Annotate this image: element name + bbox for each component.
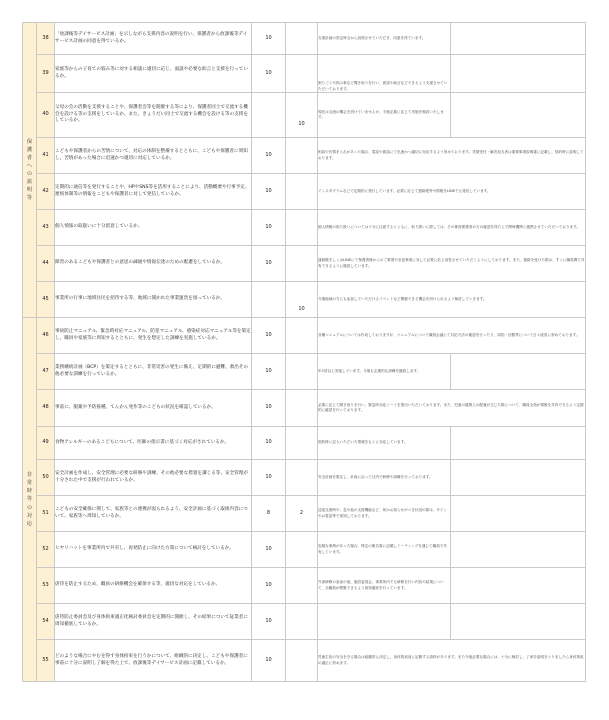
blank-cell [451, 23, 586, 55]
count-yes: 10 [252, 318, 286, 354]
table-row [23, 138, 586, 174]
row-number: 40 [37, 93, 55, 138]
count-yes: 10 [252, 174, 286, 210]
count-no [286, 604, 318, 640]
count-yes: 10 [252, 568, 286, 604]
facility-comment: 外部研修の参加の他、施設委員会、事業所内でも研修を行い内容や結果について、全職員が閲覧できるよう周知徹底を行っています。 [318, 568, 451, 604]
table-row [23, 354, 586, 390]
question-text: 定期的に通信等を発行することや、HPやSNS等を活用することにより、活動概要や行事予定、連絡体制等の情報をこどもや保護者に対して発信しているか。 [55, 174, 252, 210]
facility-comment: インスタグラムなどで定期的に発行しています。必要に応じて連絡帳等や情報をLINEでも発信しています。 [318, 174, 586, 210]
facility-comment: 必要に応じて聞き取りを行い、緊急時対応シートを提出いただいております。また、児童の健康上の配慮が生じた際について、職員全員が情報を共有できるよう定期的に確認を行っております。 [318, 390, 586, 427]
row-number: 53 [37, 568, 55, 604]
count-no [286, 354, 318, 390]
question-text: 事業所の行事に地域住民を招待する等、地域に開かれた事業運営を図っているか。 [55, 282, 252, 318]
table-row [23, 210, 586, 246]
row-number: 55 [37, 640, 55, 682]
count-no [286, 174, 318, 210]
table-row [23, 460, 586, 496]
question-text: どのような場合にやむを得ず身体拘束を行うかについて、組織的に決定し、こどもや保護者に事前に十分に説明し了解を得た上で、放課後等デイサービス計画に記載しているか。 [55, 640, 252, 682]
question-text: ヒヤリハットを事業所内で共有し、再発防止に向けた方策について検討をしているか。 [55, 532, 252, 568]
count-no [286, 390, 318, 427]
table-row [23, 55, 586, 93]
facility-comment: 困りごとや悩み事など聞き取りを行い、面談や助言などできるよう支援させていただいております。 [318, 55, 451, 93]
question-text: こどもの安全確保に関して、家族等との連携が図られるよう、安全計画に基づく取組内容について、家族等へ周知しているか。 [55, 496, 252, 532]
count-yes: 10 [252, 55, 286, 93]
count-no: 2 [286, 496, 318, 532]
question-text: 事故防止マニュアル、緊急時対応マニュアル、防犯マニュアル、感染症対応マニュアル等を策定し、職員や家族等に周知するとともに、発生を想定した訓練を実施しているか。 [55, 318, 252, 354]
table-row [23, 427, 586, 460]
question-text: 虐待防止委員会及び身体拘束適正化検討委員会を定期的に開催し、その結果について従業者に周知徹底しているか。 [55, 604, 252, 640]
facility-comment: 危険な事例があった場合、特定の報告書に記載しミーティングを通じて職員で共有しています。 [318, 532, 451, 568]
blank-cell [451, 460, 586, 496]
question-text: 事前に、服薬や予防接種、てんかん発作等のこどもの状況を確認しているか。 [55, 390, 252, 427]
count-no [286, 246, 318, 282]
facility-comment: 支援計画の設定時点から説明させていただき、同意を得ています。 [318, 23, 451, 55]
category-cell-emergency-response: 非常時等の対応 [23, 318, 37, 682]
question-text: 安全計画を作成し、安全管理に必要な研修や訓練、その他必要な措置を講じる等、安全管理が十分された中で支援が行われているか。 [55, 460, 252, 496]
count-no [286, 532, 318, 568]
question-text: こどもや保護者からの苦情について、対応の体制を整備するとともに、こどもや保護者に周知し、苦情があった場合に迅速かつ適切に対応しているか。 [55, 138, 252, 174]
table-row [23, 23, 586, 55]
facility-comment: 各種マニュアルについては作成しておりますが、マニュアルについて職員会議にて対応方法の確認を行ったり、周知・回覧等について日々改善に努めております。 [318, 318, 586, 354]
table-row [23, 640, 586, 682]
blank-cell [451, 532, 586, 568]
count-no [286, 138, 318, 174]
blank-cell [451, 427, 586, 460]
count-yes [252, 282, 286, 318]
facility-comment [318, 604, 451, 640]
blank-cell [451, 496, 586, 532]
row-number: 51 [37, 496, 55, 532]
facility-comment: 現在は交流の機会を設けていませんが、今後必要に応じて実施を検討いたします。 [318, 93, 451, 138]
table-row [23, 604, 586, 640]
count-no [286, 23, 318, 55]
count-no [286, 640, 318, 682]
table-row [23, 568, 586, 604]
count-yes: 10 [252, 604, 286, 640]
row-number: 52 [37, 532, 55, 568]
count-no [286, 210, 318, 246]
evaluation-table [22, 22, 586, 682]
row-number: 49 [37, 427, 55, 460]
row-number: 48 [37, 390, 55, 427]
count-no: 10 [286, 282, 318, 318]
row-number: 39 [37, 55, 55, 93]
facility-comment: 個人情報の取り扱いについては十分に注意するとともに、取り扱いに際しては、その都度保護者の方の確認を得た上で関係機関と連携させていただいております。 [318, 210, 586, 246]
question-text: 業務継続計画（BCP）を策定するとともに、非常災害の発生に備え、定期的に避難、救出その他必要な訓練を行っているか。 [55, 354, 252, 390]
row-number: 44 [37, 246, 55, 282]
count-yes: 10 [252, 532, 286, 568]
question-text: 食物アレルギーのあるこどもについて、医師の指示書に基づく対応がされているか。 [55, 427, 252, 460]
category-cell-guardian-explanation: 保護者への説明等 [23, 23, 37, 318]
row-number: 45 [37, 282, 55, 318]
table-row [23, 174, 586, 210]
row-number: 43 [37, 210, 55, 246]
count-no [286, 318, 318, 354]
table-row [23, 246, 586, 282]
table-row [23, 496, 586, 532]
count-no [286, 460, 318, 496]
row-number: 50 [37, 460, 55, 496]
blank-cell [451, 568, 586, 604]
facility-comment: 児童生徒の安全を守る場合は組織的に決定し、身体拘束前に記載する資料があります。また今後必要な場合には、十分に検討し、了承を説明をとりましたら身体拘束の適正に努めます。 [318, 640, 586, 682]
table-row [23, 282, 586, 318]
row-number: 54 [37, 604, 55, 640]
facility-comment: 相談や苦情を入れがあった場合、電話や面談にて迅速かつ適切に対応するよう努めております。苦情受付・解決担当者は重要事項説明書に記載し、契約時に説明しております。 [318, 138, 586, 174]
facility-comment: 契約時に記入いただいた情報をもとに対応しています。 [318, 427, 451, 460]
facility-comment: 送迎支援時や、急や他の支援機能など、何かお知らせがべき状況の際は、サインやお電話等で周知しております。 [318, 496, 451, 532]
table-row [23, 318, 586, 354]
count-no: 10 [286, 93, 318, 138]
facility-comment: 今後地域の方にも参加していただけるイベントなど開催できる機会を設けられるよう検討していきます。 [318, 282, 586, 318]
count-yes: 10 [252, 354, 286, 390]
count-yes: 10 [252, 138, 286, 174]
row-number: 41 [37, 138, 55, 174]
question-text: 虐待を防止するため、職員の研修機会を確保する等、適切な対応をしているか。 [55, 568, 252, 604]
table-row [23, 93, 586, 138]
row-number: 47 [37, 354, 55, 390]
blank-cell [451, 354, 586, 390]
question-text: 「放課後等デイサービス計画」を示しながら支援内容の説明を行い、保護者から放課後等デイサービス計画の同意を得ているか。 [55, 23, 252, 55]
count-no [286, 55, 318, 93]
row-number: 38 [37, 23, 55, 55]
row-number: 42 [37, 174, 55, 210]
blank-cell [451, 604, 586, 640]
count-yes: 10 [252, 246, 286, 282]
count-no [286, 568, 318, 604]
question-text: 障害のあるこどもや保護者との意思の疎通や情報伝達のための配慮をしているか。 [55, 246, 252, 282]
blank-cell [451, 93, 586, 138]
facility-comment: 安全計画を策定し、計画に沿って社内で研修や訓練を行っております。 [318, 460, 451, 496]
question-text: 家族等からの子育ての悩み等に対する相談に適切に応じ、面談や必要な助言と支援を行っているか。 [55, 55, 252, 93]
count-yes: 8 [252, 496, 286, 532]
facility-comment: 連絡帳をしくはLINEにて保護者様からのご要望や変更事項に対して必要に応じ返答させていただくようにしております。また、連絡を受けた際は、すぐに職員間で共有できるように徹底しています。 [318, 246, 586, 282]
table-row [23, 532, 586, 568]
count-yes: 10 [252, 427, 286, 460]
facility-comment: 年2回以上実施しています。今後も定期的な訓練を継続します。 [318, 354, 451, 390]
table-row [23, 390, 586, 427]
count-yes [252, 93, 286, 138]
count-yes: 10 [252, 640, 286, 682]
count-yes: 10 [252, 210, 286, 246]
blank-cell [451, 55, 586, 93]
question-text: 個人情報の取扱いに十分留意しているか。 [55, 210, 252, 246]
count-no [286, 427, 318, 460]
count-yes: 10 [252, 460, 286, 496]
question-text: 父母の会の活動を支援することや、保護者会等を開催する等により、保護者同士で交流する機会を設ける等の支援をしているか。また、きょうだい同士で交流する機会を設ける等の支援をしているか。 [55, 93, 252, 138]
count-yes: 10 [252, 390, 286, 427]
row-number: 46 [37, 318, 55, 354]
count-yes: 10 [252, 23, 286, 55]
